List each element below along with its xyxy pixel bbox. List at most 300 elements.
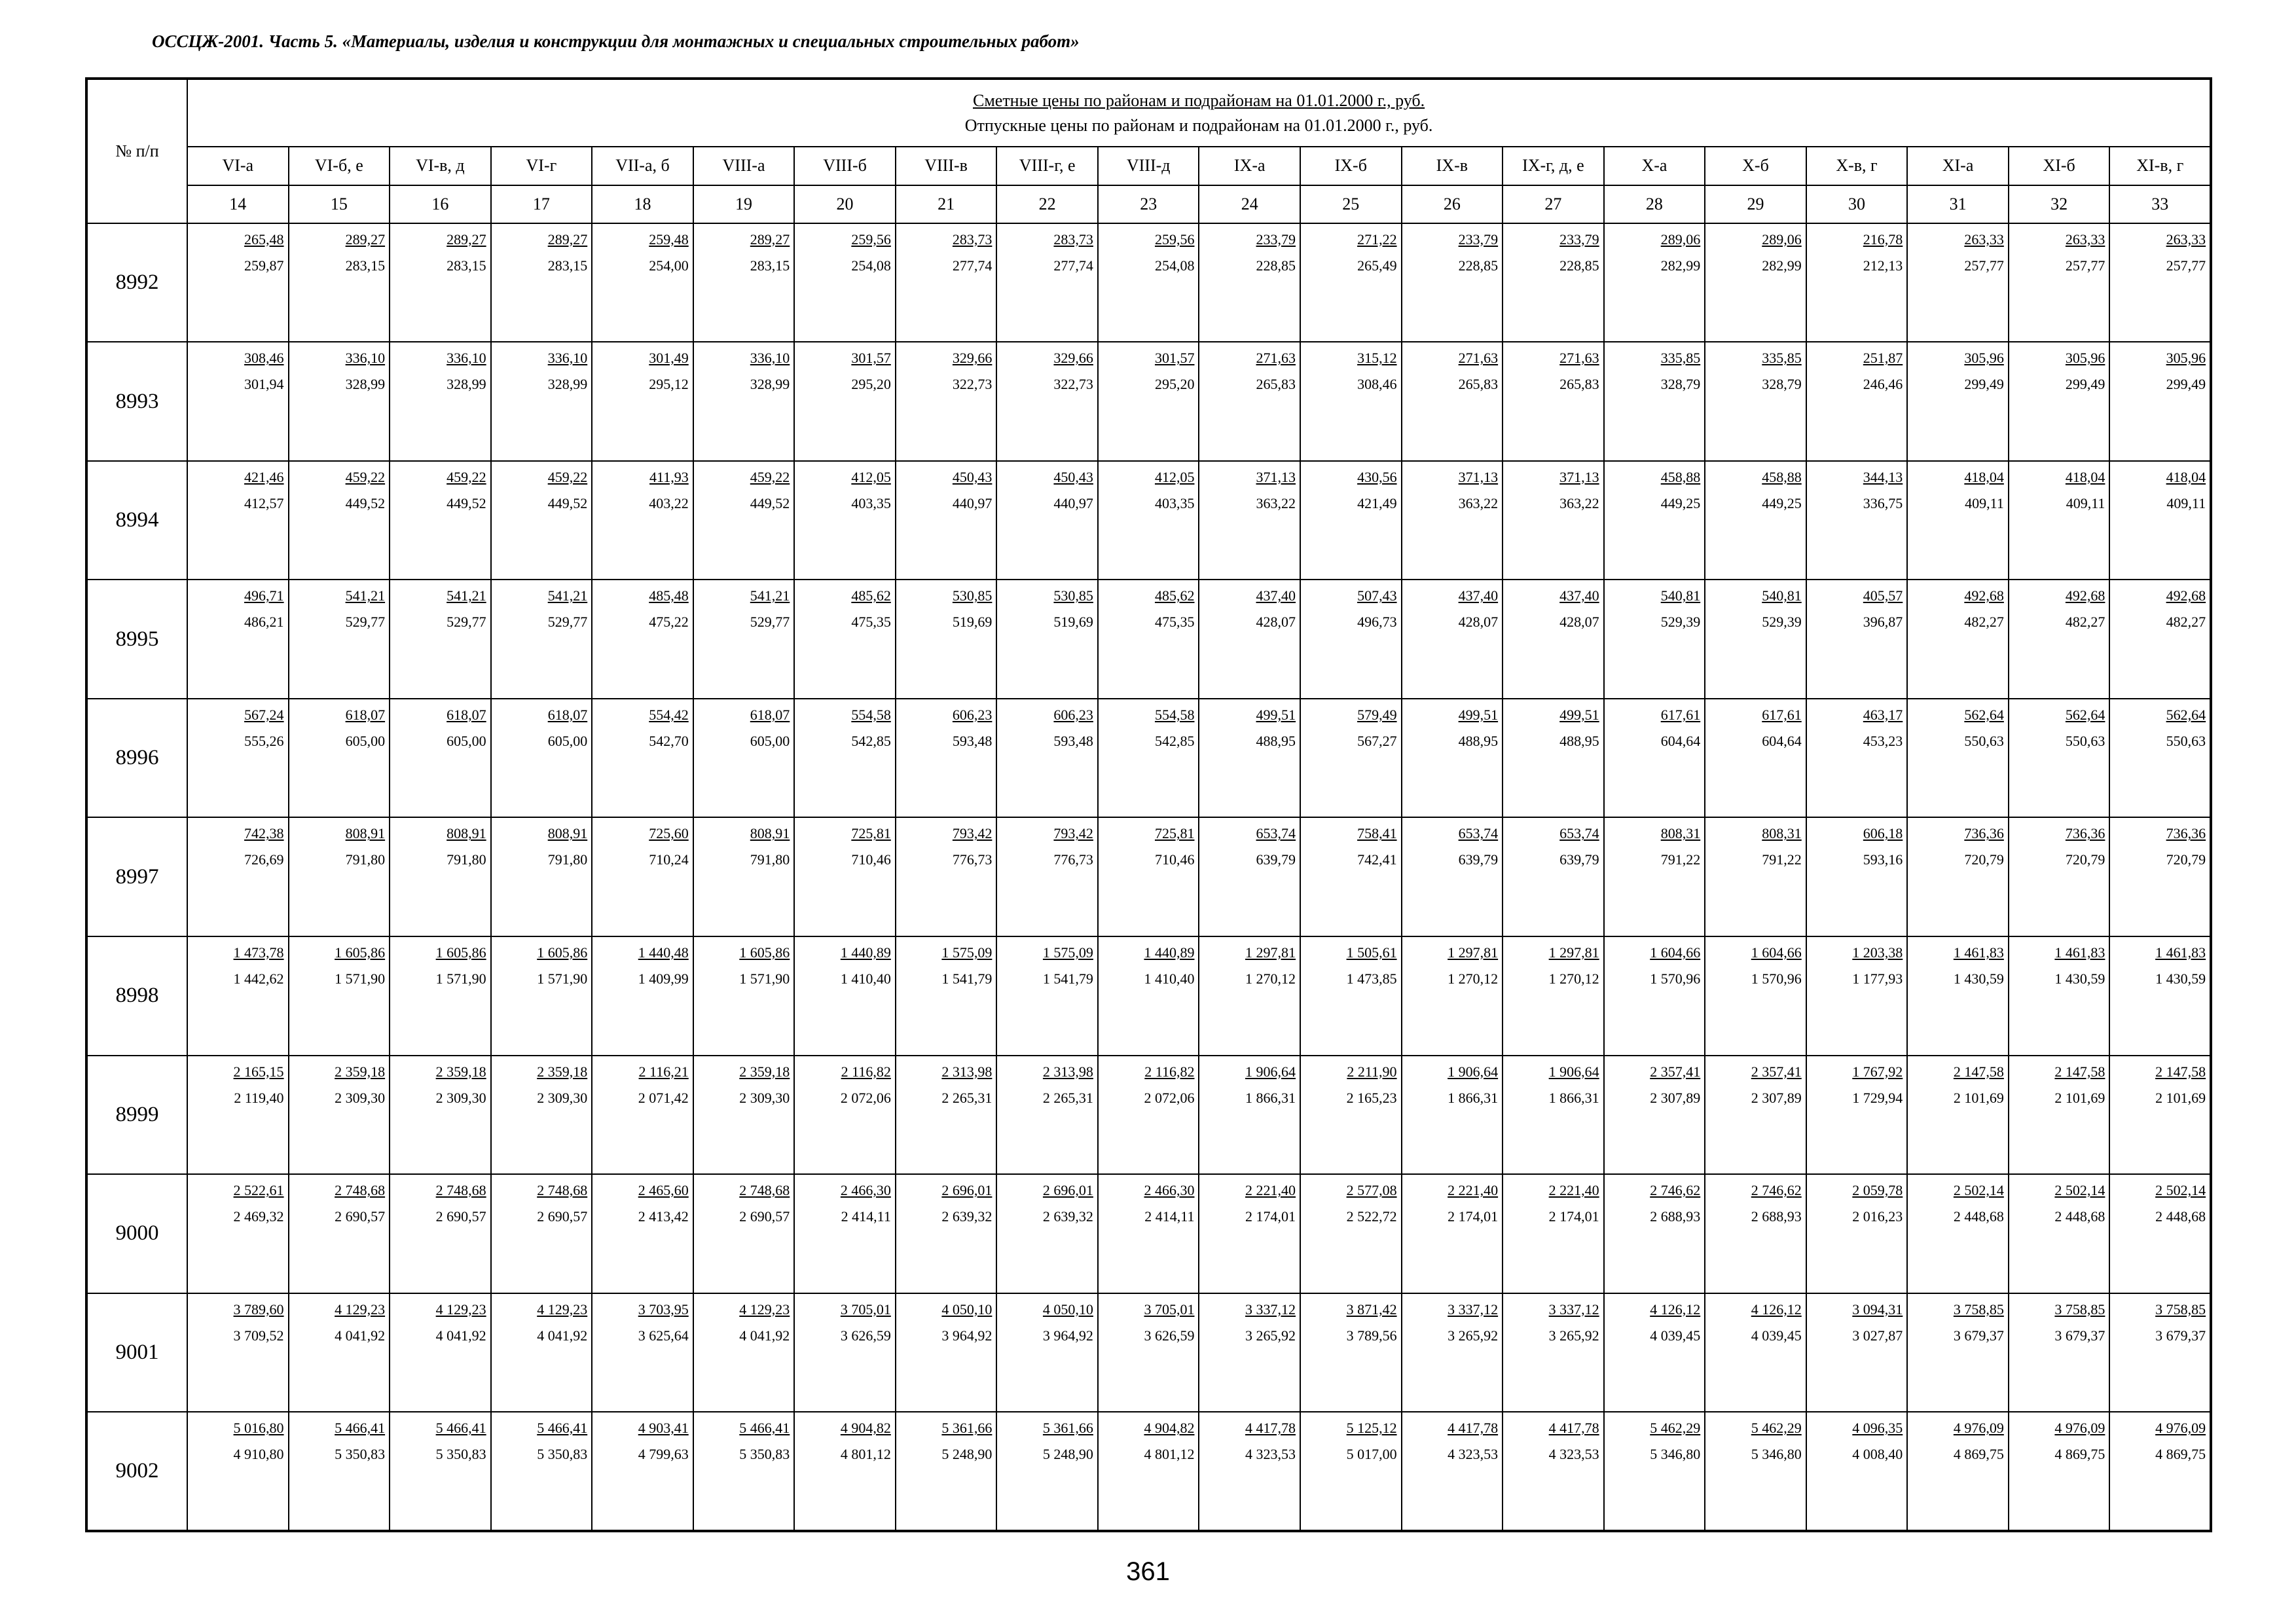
- selling-price: 550,63: [2065, 732, 2105, 749]
- selling-price: 363,22: [1458, 494, 1499, 511]
- selling-price: 265,49: [1357, 257, 1397, 274]
- estimated-price: 808,31: [1762, 825, 1802, 842]
- price-cell: [491, 1412, 592, 1531]
- estimated-price: 5 466,41: [739, 1420, 790, 1437]
- estimated-price: 606,23: [952, 706, 993, 723]
- selling-price: 449,52: [345, 494, 386, 511]
- price-cell: [592, 817, 693, 936]
- selling-price: 4 039,45: [1650, 1327, 1701, 1344]
- selling-price: 2 309,30: [435, 1089, 486, 1106]
- estimated-price: 3 758,85: [2155, 1301, 2206, 1318]
- price-cell: [1300, 817, 1402, 936]
- price-cell: [1503, 817, 1604, 936]
- selling-price: 1 410,40: [1144, 970, 1195, 987]
- column-number: 29: [1705, 185, 1806, 223]
- price-cell: [1098, 223, 1199, 342]
- estimated-price: 5 466,41: [435, 1420, 486, 1437]
- row-number: 8995: [86, 580, 187, 699]
- column-number: 15: [289, 185, 390, 223]
- selling-price: 2 688,93: [1650, 1208, 1701, 1225]
- selling-price: 529,39: [1660, 614, 1701, 631]
- estimated-price: 405,57: [1863, 587, 1903, 604]
- price-cell: [1705, 223, 1806, 342]
- estimated-price: 336,10: [547, 350, 588, 367]
- estimated-price: 458,88: [1660, 468, 1701, 485]
- selling-price: 2 688,93: [1751, 1208, 1802, 1225]
- estimated-price: 2 577,08: [1346, 1182, 1397, 1199]
- estimated-price: 4 050,10: [941, 1301, 993, 1318]
- price-cell: [2109, 1174, 2211, 1293]
- selling-price: 605,00: [446, 732, 486, 749]
- selling-price: 328,99: [345, 376, 386, 393]
- selling-price: 710,46: [851, 851, 891, 868]
- price-cell: [1604, 342, 1705, 461]
- selling-price: 5 346,80: [1650, 1446, 1701, 1463]
- selling-price: 254,08: [1154, 257, 1195, 274]
- price-cell: [794, 1056, 896, 1175]
- selling-price: 555,26: [244, 732, 284, 749]
- price-cell: [693, 1293, 795, 1412]
- selling-price: 1 571,90: [537, 970, 588, 987]
- estimated-price: 562,64: [1964, 706, 2004, 723]
- estimated-price: 2 116,21: [638, 1063, 689, 1080]
- selling-price: 265,83: [1559, 376, 1599, 393]
- estimated-price: 485,62: [1154, 587, 1195, 604]
- price-cell: [1604, 1412, 1705, 1531]
- table-row: [86, 461, 2211, 580]
- selling-price: 2 639,32: [1042, 1208, 1093, 1225]
- selling-price: 299,49: [1964, 376, 2004, 393]
- selling-price: 1 571,90: [335, 970, 386, 987]
- estimated-price: 2 313,98: [941, 1063, 993, 1080]
- row-number: 9000: [86, 1174, 187, 1293]
- estimated-price: 371,13: [1256, 468, 1296, 485]
- price-cell: [592, 936, 693, 1056]
- price-cell: [896, 1056, 997, 1175]
- selling-price: 2 072,06: [840, 1089, 891, 1106]
- price-cell: [1604, 1056, 1705, 1175]
- estimated-price: 1 604,66: [1650, 944, 1701, 961]
- column-number: 30: [1806, 185, 1908, 223]
- price-cell: [390, 699, 491, 818]
- estimated-price: 2 696,01: [1042, 1182, 1093, 1199]
- price-cell: [896, 461, 997, 580]
- estimated-price: 1 461,83: [1953, 944, 2004, 961]
- selling-price: 2 690,57: [537, 1208, 588, 1225]
- selling-price: 776,73: [1053, 851, 1093, 868]
- price-cell: [794, 817, 896, 936]
- price-cell: [794, 699, 896, 818]
- selling-price: 277,74: [1053, 257, 1093, 274]
- price-cell: [592, 699, 693, 818]
- price-cell: [1199, 1293, 1300, 1412]
- selling-price: 449,25: [1660, 494, 1701, 511]
- selling-price: 295,20: [1154, 376, 1195, 393]
- estimated-price: 1 297,81: [1448, 944, 1499, 961]
- estimated-price: 758,41: [1357, 825, 1397, 842]
- estimated-price: 5 466,41: [537, 1420, 588, 1437]
- selling-price: 639,79: [1559, 851, 1599, 868]
- estimated-price: 1 906,64: [1448, 1063, 1499, 1080]
- price-cell: [2109, 342, 2211, 461]
- price-cell: [1300, 1056, 1402, 1175]
- price-cell: [187, 1056, 289, 1175]
- price-cell: [1604, 1293, 1705, 1412]
- selling-price: 542,70: [649, 732, 689, 749]
- selling-price: 2 071,42: [638, 1089, 689, 1106]
- estimated-price: 2 502,14: [2155, 1182, 2206, 1199]
- price-cell: [2109, 699, 2211, 818]
- price-cell: [1705, 817, 1806, 936]
- estimated-price: 4 976,09: [2054, 1420, 2105, 1437]
- price-cell: [289, 1056, 390, 1175]
- estimated-price: 418,04: [2065, 468, 2105, 485]
- price-cell: [1705, 1293, 1806, 1412]
- selling-price: 449,52: [547, 494, 588, 511]
- estimated-price: 2 359,18: [435, 1063, 486, 1080]
- price-cell: [390, 1412, 491, 1531]
- estimated-price: 808,91: [446, 825, 486, 842]
- estimated-price: 1 297,81: [1245, 944, 1296, 961]
- column-number: 31: [1907, 185, 2009, 223]
- price-cell: [1098, 1056, 1199, 1175]
- price-cell: [2009, 1293, 2110, 1412]
- column-number: 22: [996, 185, 1098, 223]
- price-cell: [1907, 1056, 2009, 1175]
- selling-price: 212,13: [1863, 257, 1903, 274]
- estimated-price: 5 462,29: [1650, 1420, 1701, 1437]
- selling-price: 519,69: [1053, 614, 1093, 631]
- selling-price: 328,99: [750, 376, 790, 393]
- estimated-price: 793,42: [1053, 825, 1093, 842]
- selling-price: 2 101,69: [2054, 1089, 2105, 1106]
- estimated-price: 1 575,09: [941, 944, 993, 961]
- selling-price: 295,20: [851, 376, 891, 393]
- selling-price: 228,85: [1458, 257, 1499, 274]
- price-cell: [693, 817, 795, 936]
- estimated-price: 2 359,18: [537, 1063, 588, 1080]
- selling-price: 2 469,32: [233, 1208, 284, 1225]
- selling-price: 482,27: [2065, 614, 2105, 631]
- estimated-price: 305,96: [1964, 350, 2004, 367]
- estimated-price: 305,96: [2065, 350, 2105, 367]
- selling-price: 791,22: [1762, 851, 1802, 868]
- price-cell: [289, 1412, 390, 1531]
- selling-price: 2 174,01: [1245, 1208, 1296, 1225]
- price-cell: [491, 580, 592, 699]
- estimated-price: 653,74: [1256, 825, 1296, 842]
- price-cell: [794, 936, 896, 1056]
- estimated-price: 530,85: [952, 587, 993, 604]
- selling-price: 2 072,06: [1144, 1089, 1195, 1106]
- price-cell: [996, 817, 1098, 936]
- price-cell: [2009, 1056, 2110, 1175]
- price-cell: [390, 1174, 491, 1293]
- selling-price: 257,77: [2166, 257, 2206, 274]
- price-cell: [289, 461, 390, 580]
- price-cell: [1503, 699, 1604, 818]
- estimated-price: 3 871,42: [1346, 1301, 1397, 1318]
- selling-price: 409,11: [2066, 494, 2105, 511]
- estimated-price: 2 466,30: [1144, 1182, 1195, 1199]
- price-cell: [289, 342, 390, 461]
- estimated-price: 540,81: [1660, 587, 1701, 604]
- price-table: [85, 77, 2212, 1532]
- estimated-price: 725,81: [851, 825, 891, 842]
- estimated-price: 289,27: [750, 231, 790, 248]
- estimated-price: 742,38: [244, 825, 284, 842]
- column-number: 20: [794, 185, 896, 223]
- price-cell: [289, 699, 390, 818]
- price-cell: [996, 1412, 1098, 1531]
- price-cell: [896, 699, 997, 818]
- estimated-price: 1 605,86: [739, 944, 790, 961]
- selling-price: 1 570,96: [1751, 970, 1802, 987]
- price-cell: [491, 1056, 592, 1175]
- selling-price: 5 350,83: [335, 1446, 386, 1463]
- estimated-price: 1 767,92: [1852, 1063, 1903, 1080]
- column-number: 26: [1402, 185, 1503, 223]
- price-cell: [187, 223, 289, 342]
- price-cell: [1604, 223, 1705, 342]
- price-cell: [187, 1174, 289, 1293]
- price-cell: [390, 817, 491, 936]
- estimated-price: 617,61: [1660, 706, 1701, 723]
- estimated-price: 492,68: [2166, 587, 2206, 604]
- estimated-price: 4 417,78: [1448, 1420, 1499, 1437]
- price-cell: [1907, 1412, 2009, 1531]
- estimated-price: 1 604,66: [1751, 944, 1802, 961]
- selling-price: 283,15: [446, 257, 486, 274]
- selling-price: 5 350,83: [537, 1446, 588, 1463]
- selling-price: 428,07: [1559, 614, 1599, 631]
- selling-price: 475,22: [649, 614, 689, 631]
- selling-price: 421,49: [1357, 494, 1397, 511]
- estimated-price: 4 904,82: [1144, 1420, 1195, 1437]
- estimated-price: 736,36: [1964, 825, 2004, 842]
- selling-price: 488,95: [1559, 732, 1599, 749]
- selling-price: 1 866,31: [1448, 1089, 1499, 1106]
- region-header: VIII-а: [693, 147, 795, 185]
- selling-price: 3 027,87: [1852, 1327, 1903, 1344]
- price-cell: [2109, 817, 2211, 936]
- price-cell: [896, 1412, 997, 1531]
- estimated-price: 289,27: [345, 231, 386, 248]
- selling-price: 710,46: [1154, 851, 1195, 868]
- estimated-price: 554,42: [649, 706, 689, 723]
- price-cell: [1098, 936, 1199, 1056]
- estimated-price: 458,88: [1762, 468, 1802, 485]
- price-cell: [996, 342, 1098, 461]
- estimated-price: 4 903,41: [638, 1420, 689, 1437]
- estimated-price: 4 417,78: [1245, 1420, 1296, 1437]
- price-cell: [1300, 1174, 1402, 1293]
- estimated-price: 335,85: [1660, 350, 1701, 367]
- price-cell: [1806, 461, 1908, 580]
- selling-price: 639,79: [1458, 851, 1499, 868]
- column-number: 28: [1604, 185, 1705, 223]
- estimated-price: 2 746,62: [1650, 1182, 1701, 1199]
- price-cell: [1402, 342, 1503, 461]
- selling-price: 228,85: [1256, 257, 1296, 274]
- selling-price: 3 265,92: [1448, 1327, 1499, 1344]
- region-header: VIII-в: [896, 147, 997, 185]
- selling-price: 4 041,92: [335, 1327, 386, 1344]
- price-cell: [1402, 223, 1503, 342]
- estimated-price: 554,58: [1154, 706, 1195, 723]
- price-cell: [896, 342, 997, 461]
- estimated-price: 301,57: [1154, 350, 1195, 367]
- price-cell: [187, 461, 289, 580]
- estimated-price: 2 359,18: [335, 1063, 386, 1080]
- selling-price: 2 119,40: [234, 1089, 284, 1106]
- estimated-price: 1 605,86: [537, 944, 588, 961]
- estimated-price: 496,71: [244, 587, 284, 604]
- selling-price: 2 309,30: [739, 1089, 790, 1106]
- estimated-price: 2 211,90: [1347, 1063, 1397, 1080]
- estimated-price: 4 129,23: [537, 1301, 588, 1318]
- estimated-price: 301,49: [649, 350, 689, 367]
- selling-price: 440,97: [1053, 494, 1093, 511]
- selling-price: 283,15: [547, 257, 588, 274]
- region-header-row: [86, 147, 2211, 185]
- price-cell: [1806, 1293, 1908, 1412]
- page-number: 361: [1126, 1557, 1170, 1586]
- price-cell: [1402, 580, 1503, 699]
- selling-price: 2 309,30: [537, 1089, 588, 1106]
- estimated-price: 725,81: [1154, 825, 1195, 842]
- price-cell: [1503, 1412, 1604, 1531]
- estimated-price: 4 976,09: [2155, 1420, 2206, 1437]
- selling-price: 3 709,52: [233, 1327, 284, 1344]
- price-cell: [1098, 1174, 1199, 1293]
- price-cell: [491, 699, 592, 818]
- estimated-price: 412,05: [1154, 468, 1195, 485]
- price-cell: [2109, 1293, 2211, 1412]
- region-header: X-а: [1604, 147, 1705, 185]
- estimated-price: 2 748,68: [537, 1182, 588, 1199]
- price-cell: [2009, 461, 2110, 580]
- selling-price: 363,22: [1256, 494, 1296, 511]
- price-cell: [289, 936, 390, 1056]
- estimated-price: 3 703,95: [638, 1301, 689, 1318]
- price-cell: [2009, 1174, 2110, 1293]
- estimated-price: 1 440,89: [840, 944, 891, 961]
- estimated-price: 4 129,23: [435, 1301, 486, 1318]
- estimated-price: 2 748,68: [739, 1182, 790, 1199]
- price-cell: [1199, 936, 1300, 1056]
- selling-price: 482,27: [1964, 614, 2004, 631]
- estimated-price: 5 016,80: [233, 1420, 284, 1437]
- estimated-price: 2 116,82: [1144, 1063, 1195, 1080]
- selling-price: 254,08: [851, 257, 891, 274]
- price-cell: [1199, 223, 1300, 342]
- price-cell: [693, 461, 795, 580]
- estimated-price: 4 126,12: [1650, 1301, 1701, 1318]
- region-header: VIII-б: [794, 147, 896, 185]
- selling-price: 529,77: [750, 614, 790, 631]
- price-cell: [1300, 936, 1402, 1056]
- estimated-price: 3 337,12: [1245, 1301, 1296, 1318]
- region-header: XI-в, г: [2109, 147, 2211, 185]
- estimated-price: 507,43: [1357, 587, 1397, 604]
- estimated-price: 301,57: [851, 350, 891, 367]
- price-cell: [896, 817, 997, 936]
- price-cell: [1402, 936, 1503, 1056]
- selling-price: 1 442,62: [233, 970, 284, 987]
- row-number: 8997: [86, 817, 187, 936]
- selling-price: 283,15: [750, 257, 790, 274]
- price-cell: [1199, 1174, 1300, 1293]
- region-header: IX-в: [1402, 147, 1503, 185]
- table-row: [86, 342, 2211, 461]
- table-row: [86, 1412, 2211, 1531]
- price-cell: [491, 817, 592, 936]
- price-cell: [1199, 461, 1300, 580]
- selling-price: 488,95: [1458, 732, 1499, 749]
- selling-price: 2 101,69: [2155, 1089, 2206, 1106]
- estimated-price: 2 165,15: [233, 1063, 284, 1080]
- price-cell: [187, 936, 289, 1056]
- estimated-price: 216,78: [1863, 231, 1903, 248]
- region-header: XI-б: [2009, 147, 2110, 185]
- column-number: 18: [592, 185, 693, 223]
- column-number: 32: [2009, 185, 2110, 223]
- selling-price: 295,12: [649, 376, 689, 393]
- column-number-row: [86, 185, 2211, 223]
- price-cell: [289, 1293, 390, 1412]
- table-row: [86, 223, 2211, 342]
- region-header: X-в, г: [1806, 147, 1908, 185]
- selling-price: 1 270,12: [1548, 970, 1599, 987]
- estimated-price: 793,42: [952, 825, 993, 842]
- row-number: 8992: [86, 223, 187, 342]
- selling-price: 2 448,68: [1953, 1208, 2004, 1225]
- price-cell: [1503, 580, 1604, 699]
- estimated-price: 263,33: [1964, 231, 2004, 248]
- selling-price: 2 174,01: [1448, 1208, 1499, 1225]
- estimated-price: 1 575,09: [1042, 944, 1093, 961]
- estimated-price: 2 357,41: [1650, 1063, 1701, 1080]
- column-number: 14: [187, 185, 289, 223]
- price-cell: [592, 580, 693, 699]
- selling-price: 4 323,53: [1548, 1446, 1599, 1463]
- price-cell: [693, 342, 795, 461]
- estimated-price: 450,43: [1053, 468, 1093, 485]
- region-header: VIII-д: [1098, 147, 1199, 185]
- price-cell: [2009, 817, 2110, 936]
- price-cell: [1907, 936, 2009, 1056]
- column-number: 33: [2109, 185, 2211, 223]
- selling-price: 519,69: [952, 614, 993, 631]
- region-header: VIII-г, е: [996, 147, 1098, 185]
- price-cell: [693, 580, 795, 699]
- selling-price: 742,41: [1357, 851, 1397, 868]
- price-cell: [1705, 461, 1806, 580]
- price-cell: [592, 1174, 693, 1293]
- price-cell: [996, 580, 1098, 699]
- selling-price: 2 690,57: [435, 1208, 486, 1225]
- title-line-estimated-prices: Сметные цены по районам и подрайонам на 01.01.2000 г., руб.: [972, 90, 1425, 110]
- price-cell: [1199, 699, 1300, 818]
- selling-price: 475,35: [851, 614, 891, 631]
- estimated-price: 5 361,66: [1042, 1420, 1093, 1437]
- estimated-price: 499,51: [1256, 706, 1296, 723]
- selling-price: 2 690,57: [739, 1208, 790, 1225]
- selling-price: 277,74: [952, 257, 993, 274]
- price-cell: [1300, 223, 1402, 342]
- estimated-price: 459,22: [446, 468, 486, 485]
